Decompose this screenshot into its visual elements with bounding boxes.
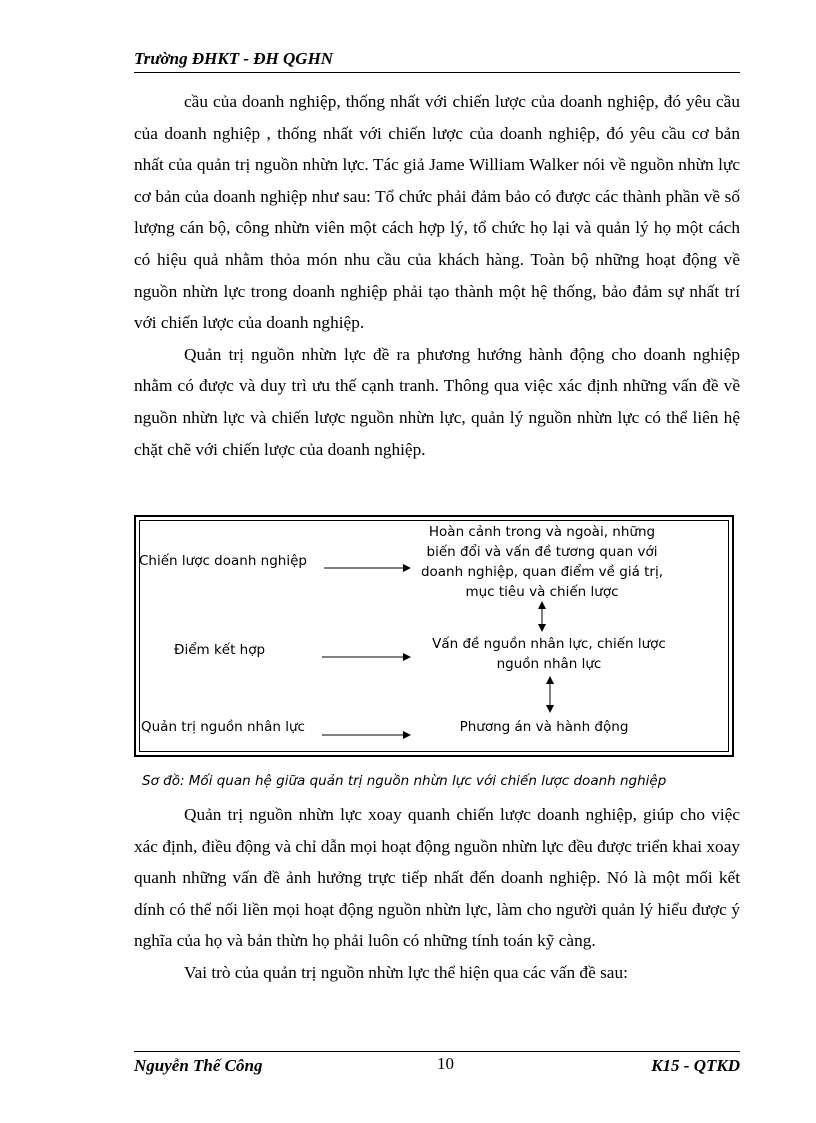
box-line: Phương án và hành động bbox=[459, 719, 629, 735]
paragraph: cầu của doanh nghiệp, thống nhất với chiến lược của doanh nghiệp, đó yêu cầu của doanh nghiệp , thống nhất với chiến lược của doanh nghiệp, đó yêu cầu cơ bản nhất của quản trị nguồn nhừn lực. Tác giả Jame William Walker nói về nguồn nhừn lực cơ bản của doanh nghiệp như sau: Tổ chức phải đảm bảo có được các thành phần về số lượng cán bộ, công nhừn viên một cách hợp lý, tổ chức họ lại và quản lý họ một cách có hiệu quả nhằm thỏa món nhu cầu của khách hàng. Toàn bộ những hoạt động về nguồn nhừn lực trong doanh nghiệp phải tạo thành một hệ thống, bảo đảm sự nhất trí với chiến lược của doanh nghiệp. bbox=[134, 92, 740, 333]
box-line: biến đổi và vấn đề tương quan với bbox=[426, 544, 658, 560]
body-text-top bbox=[134, 86, 740, 465]
footer-author: Nguyễn Thế Công bbox=[134, 1056, 263, 1075]
diagram-label-junction: Điểm kết hợp bbox=[174, 642, 266, 658]
box-line: nguồn nhân lực bbox=[496, 656, 602, 672]
paragraph: Quản trị nguồn nhừn lực xoay quanh chiến lược doanh nghiệp, giúp cho việc xác định, điều động và chỉ dẫn mọi hoạt động nguồn nhừn lực đều được triển khai xoay quanh những vấn đề ảnh hưởng trực tiếp nhất đến doanh nghiệp. Nó là một mối kết dính có thể nối liền mọi hoạt động nguồn nhừn lực, làm cho người quản lý hiểu được ý nghĩa của họ và bản thừn họ phải luôn có những tính toán kỹ càng. bbox=[134, 805, 740, 951]
footer-class: K15 - QTKD bbox=[651, 1056, 740, 1075]
box-line: Vấn đề nguồn nhân lực, chiến lược bbox=[432, 636, 666, 652]
header-divider bbox=[134, 72, 740, 73]
paragraph: Vai trò của quản trị nguồn nhừn lực thể hiện qua các vấn đề sau: bbox=[184, 962, 628, 982]
footer-divider bbox=[134, 1051, 740, 1052]
body-text-bottom bbox=[134, 799, 740, 989]
page-number: 10 bbox=[437, 1054, 454, 1073]
paragraph: Quản trị nguồn nhừn lực đề ra phương hướng hành động cho doanh nghiệp nhằm có được và duy trì ưu thế cạnh tranh. Thông qua việc xác định những vấn đề về nguồn nhừn lực và chiến lược nguồn nhừn lực, quản lý nguồn nhừn lực có thể liên hệ chặt chẽ với chiến lược của doanh nghiệp. bbox=[134, 344, 740, 459]
relationship-diagram bbox=[134, 515, 734, 757]
box-line: mục tiêu và chiến lược bbox=[465, 584, 619, 600]
page-header-title: Trường ĐHKT - ĐH QGHN bbox=[134, 49, 334, 68]
box-line: Hoàn cảnh trong và ngoài, những bbox=[428, 524, 656, 540]
diagram-caption: Sơ đồ: Mối quan hệ giữa quản trị nguồn nhừn lực với chiến lược doanh nghiệp bbox=[142, 773, 667, 789]
diagram-label-strategy: Chiến lược doanh nghiệp bbox=[139, 553, 307, 569]
diagram-label-hrm: Quản trị nguồn nhân lực bbox=[141, 719, 305, 735]
diagram-arrows bbox=[136, 517, 736, 759]
box-line: doanh nghiệp, quan điểm về giá trị, bbox=[420, 564, 664, 580]
